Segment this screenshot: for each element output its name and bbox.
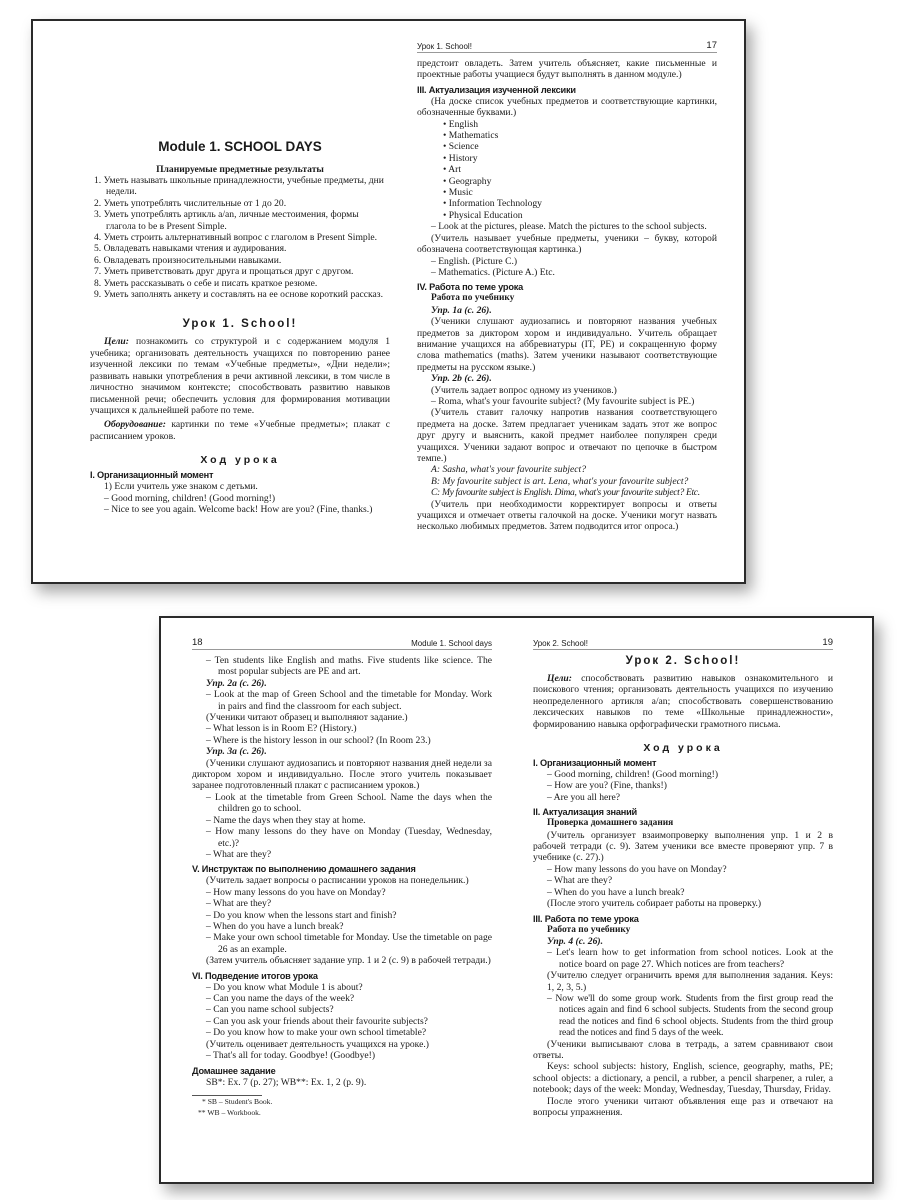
outcome-item: 5. Овладевать навыками чтения и аудирования. [94,243,287,255]
subject-item: • Information Technology [443,198,542,210]
exercise-label: Упр. 2b (с. 26). [431,373,492,385]
equipment-label: Оборудование: [104,419,166,431]
subject-name: Information Technology [448,198,542,210]
subject-name: Art [448,164,462,176]
running-head-title: Module 1. School days [411,639,492,648]
running-head [533,637,833,650]
paragraph: (Учитель при необходимости корректирует вопросы и ответы учащихся и отмечает ответы галочкой на доске. Ученики могут назвать несколько любимых предметов. Затем подводится итог опроса.) [417,498,717,533]
page-19 [533,637,833,1118]
dialog-line: – Nice to see you again. Welcome back! How are you? (Fine, thanks.) [104,503,373,515]
dialog-line: – Roma, what's your favourite subject? (My favourite subject is PE.) [431,395,695,407]
section-heading: IV. Работа по теме урока [417,282,524,293]
outcome-item: 8. Уметь рассказывать о себе и писать краткое резюме. [94,277,318,289]
running-head [192,637,492,650]
dialog-line: – Are you all here? [547,791,620,803]
dialog-line: – Now we'll do some group work. Students from the first group read the notices again and find 6 school subjects. Students from the second group read the notices and find 6 school objects. Students from the third group read the notices and find 5 days of the week. [547,992,833,1039]
subject-item: • Art [443,164,462,176]
subject-name: Music [448,187,473,199]
dialog-line: – Good morning, children! (Good morning!) [104,492,276,504]
paragraph: (Затем учитель объясняет задание упр. 1 и 2 (с. 9) в рабочей тетради.) [206,955,491,967]
dialog-line: – Can you name the days of the week? [206,992,355,1004]
dialog-line: – Ten students like English and maths. Five students like science. The most popular subjects are PE and art. [206,655,492,678]
exercise-label: Упр. 1a (с. 26). [431,304,492,316]
outcome-item: 9. Уметь заполнять анкету и составлять на ее основе короткий рассказ. [94,289,383,301]
section-heading: VI. Подведение итогов урока [192,970,318,981]
dialog-line: – What are they? [206,848,272,860]
paragraph: (Учитель задает вопросы о расписании уроков на понедельник.) [206,875,469,887]
dialog-line: – What are they? [547,875,613,887]
spread-pages-18-19 [159,616,874,1184]
dialog-line: – Can you name school subjects? [206,1004,334,1016]
paragraph: (Учитель задает вопрос одному из учеников.) [431,384,617,396]
subject-item: • Mathematics [443,130,499,142]
paragraph: предстоит овладеть. Затем учитель объясняет, какие письменные и проектные работы учащиеся будут выполнять в данном модуле.) [417,58,717,81]
subheading: Работа по учебнику [431,293,515,304]
paragraph: (Ученики слушают аудиозапись и повторяют названия учебных предметов за диктором хором и индивидуально. Учитель обращает внимание учащихся на аббревиатуры (IT, PE) и сокращенную форму слова mathematics (maths). Затем ученики называют соответствующие предметы на русском языке.) [417,316,717,373]
lesson-goals [533,673,833,730]
subject-item: • Music [443,187,473,199]
dialog-line: – When do you have a lunch break? [547,886,685,898]
dialog-line: – Mathematics. (Picture A.) Etc. [431,266,555,278]
subheading: Проверка домашнего задания [547,818,674,829]
footnote: * SB – Student's Book. [202,1096,273,1106]
dialog-line: – Let's learn how to get information from school notices. Look at the notice board on page 27. Which notices are from teachers? [547,947,833,970]
outcome-item: 7. Уметь приветствовать друг друга и прощаться друг с другом. [94,266,354,278]
procedure-title: Ход урока [643,742,723,755]
dialog-line: – How many lessons do you have on Monday? [206,886,386,898]
page-16 [90,139,390,515]
subject-item: • Science [443,141,479,153]
dialog-line: – How are you? (Fine, thanks!) [547,780,667,792]
spread-pages-16-17 [31,19,746,584]
subject-name: Geography [448,175,492,187]
page-17 [417,40,717,533]
dialog-line: – What are they? [206,898,272,910]
subject-name: Mathematics [448,130,499,142]
outcome-item: 1. Уметь называть школьные принадлежности, учебные предметы, дни недели. [94,175,384,198]
paragraph: (Ученики слушают аудиозапись и повторяют названия дней недели за диктором хором и индивидуально. После этого учитель показывает заранее подготовленный плакат с расписанием уроков.) [192,757,492,792]
subject-name: Physical Education [448,209,523,221]
subheading: Работа по учебнику [547,924,631,935]
subject-name: English [448,118,479,130]
dialog-line: – Look at the map of Green School and the timetable for Monday. Work in pairs and find the classroom for each subject. [206,689,492,712]
dialog-line: B: My favourite subject is art. Lena, what's your favourite subject? [431,475,689,487]
subject-name: Science [448,141,479,153]
subject-item: • English [443,118,479,130]
paragraph: (Учителю следует ограничить время для выполнения задания. Keys: 1, 2, 3, 5.) [547,970,833,993]
subject-item: • History [443,152,478,164]
lesson-goals [90,336,390,416]
goals-label: Цели: [547,673,572,684]
dialog-line: – Do you know how to make your own school timetable? [206,1027,427,1039]
paragraph: (На доске список учебных предметов и соответствующие картинки, обозначенные буквами.) [417,95,717,119]
paragraph: (Ученики читают образец и выполняют задание.) [206,712,408,724]
page-18 [192,637,492,1118]
keys-paragraph: Keys: school subjects: history, English, science, geography, maths, PE; school objects: a dictionary, a pencil, a rubber, a pencil sharpener, a ruler, a notebook; days of the week: Monday, Wednesday, Tuesday, Thursday, Friday. [533,1061,833,1096]
text-line: 1) Если учитель уже знаком с детьми. [104,481,258,493]
outcome-item: 4. Уметь строить альтернативный вопрос с глаголом в Present Simple. [94,232,378,244]
module-title: Module 1. SCHOOL DAYS [158,139,322,154]
section-heading: II. Актуализация знаний [533,807,637,818]
lesson-title: Урок 1. School! [182,318,298,331]
running-head-title: Урок 1. School! [417,42,472,51]
dialog-line: – Look at the pictures, please. Match the pictures to the school subjects. [431,221,707,233]
dialog-line: – How many lessons do they have on Monday (Tuesday, Wednesday, etc.)? [206,826,492,849]
dialog-line: – English. (Picture C.) [431,255,518,267]
homework-text: SB*: Ex. 7 (p. 27); WB**: Ex. 1, 2 (p. 9). [206,1077,367,1089]
paragraph: (Учитель ставит галочку напротив названия соответствующего предмета на доске. Затем предлагает ученикам задать этот же вопрос друг другу и выяснить, какой предмет наиболее популярен среди учащихся. Ученики задают вопрос и отвечают по цепочке в быстром темпе.) [417,407,717,464]
paragraph: После этого ученики читают объявления еще раз и отвечают на вопросы упражнения. [533,1095,833,1118]
section-heading: I. Организационный момент [533,758,657,769]
section-heading: I. Организационный момент [90,470,214,481]
page-number: 18 [192,637,203,648]
section-heading: V. Инструктаж по выполнению домашнего задания [192,864,416,875]
paragraph: (Учитель называет учебные предметы, ученики – букву, которой обозначена соответствующая картинка.) [417,232,717,256]
goals-label: Цели: [104,336,129,348]
dialog-line: – That's all for today. Goodbye! (Goodbye!) [206,1050,376,1061]
page-number: 17 [706,40,717,51]
procedure-title: Ход урока [200,454,280,467]
dialog-line: – Can you ask your friends about their favourite subjects? [206,1015,428,1027]
paragraph: (Учитель оценивает деятельность учащихся на уроке.) [206,1038,429,1050]
paragraph: (После этого учитель собирает работы на проверку.) [547,898,762,910]
dialog-line: – Name the days when they stay at home. [206,814,366,826]
running-head [417,40,717,53]
dialog-line: C: My favourite subject is English. Dima, what's your favourite subject? Etc. [431,487,700,499]
dialog-line: – Make your own school timetable for Monday. Use the timetable on page 26 as an example. [206,932,492,955]
section-heading: III. Актуализация изученной лексики [417,84,576,95]
paragraph: (Ученики выписывают слова в тетрадь, а затем сравнивают свои ответы. [533,1038,833,1061]
subject-name: History [448,152,478,164]
dialog-line: A: Sasha, what's your favourite subject? [431,464,587,476]
running-head-title: Урок 2. School! [533,639,588,648]
dialog-line: – Do you know when the lessons start and finish? [206,909,397,921]
dialog-line: – Look at the timetable from Green School. Name the days when the children go to school. [206,791,492,815]
outcome-item: 3. Уметь употреблять артикль a/an, личные местоимения, формы глагола to be в Present Simple. [94,209,359,232]
exercise-label: Упр. 2a (с. 26). [206,677,267,689]
outcomes-title: Планируемые предметные результаты [156,164,324,175]
equipment-text: картинки по теме «Учебные предметы»; плакат с расписанием уроков. [90,419,390,442]
goals-text: способствовать развитию навыков ознакомительного и поискового чтения; организовать деятельность учащихся по изучению неопределенного артикля a/an; способствовать совершенствованию лексических навыков по теме «Школьные принадлежности», формированию навыка орфографически грамотного письма. [533,673,833,730]
dialog-line: – Good morning, children! (Good morning!) [547,769,719,781]
dialog-line: – What lesson is in Room E? (History.) [206,723,357,735]
dialog-line: – Do you know what Module 1 is about? [206,981,363,993]
outcome-item: 6. Овладевать произносительными навыками. [94,254,282,266]
page-number: 19 [822,637,833,648]
outcome-item: 2. Уметь употреблять числительные от 1 до 20. [94,197,287,209]
paragraph: (Учитель организует взаимопроверку выполнения упр. 1 и 2 в рабочей тетради (с. 9). Затем ученики все вместе проверяют упр. 7 в учебнике (с. 27).) [533,829,833,864]
homework-heading: Домашнее задание [192,1066,276,1077]
exercise-label: Упр. 4 (с. 26). [547,935,603,947]
section-heading: III. Работа по теме урока [533,913,639,924]
exercise-label: Упр. 3a (с. 26). [206,746,267,758]
dialog-line: – How many lessons do you have on Monday? [547,863,727,875]
subject-item: • Physical Education [443,209,523,221]
dialog-line: – When do you have a lunch break? [206,920,344,932]
subject-item: • Geography [443,175,492,187]
footnote: ** WB – Workbook. [198,1107,261,1117]
dialog-line: – Where is the history lesson in our school? (In Room 23.) [206,734,431,746]
lesson-title: Урок 2. School! [625,655,741,667]
outcomes-list [90,175,390,300]
goals-text: познакомить со структурой и с содержанием модуля 1 учебника; организовать деятельность учащихся по повторению ранее изученной лексики по темам «Учебные предметы», «Дни недели»; развивать навыки употребления в речи активной лексики, в том числе в личностно значимом контексте; способствовать развитию навыков письменной речи; обеспечить условия для формирования мотивации учащихся к дальнейшей работе по теме. [90,336,390,416]
lesson-equipment [90,419,390,442]
